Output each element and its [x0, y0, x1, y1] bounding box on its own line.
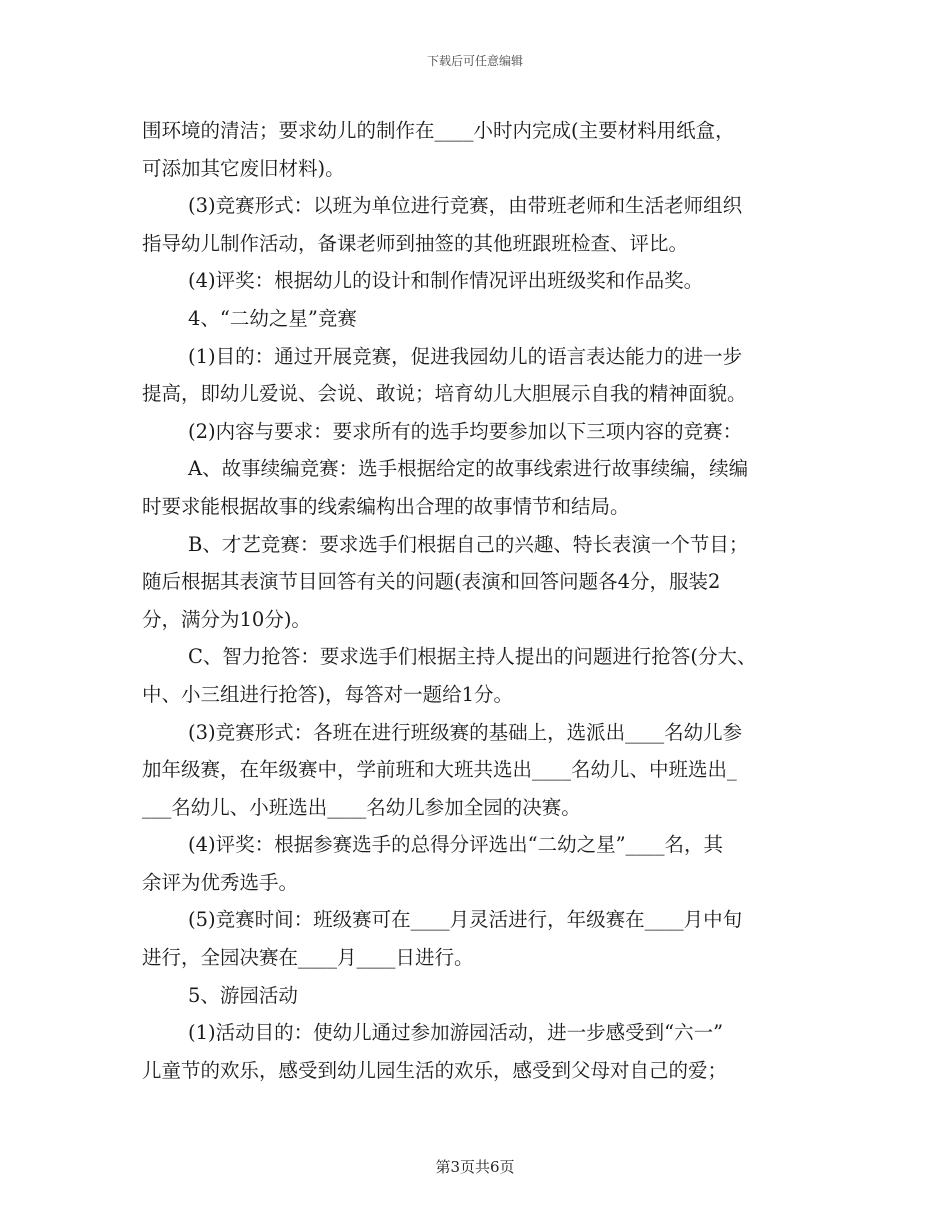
- text-line: 进行，全园决赛在____月____日进行。: [142, 946, 474, 970]
- text-line: 中、小三组进行抢答)，每答对一题给1分。: [142, 682, 514, 706]
- section-heading: 5、游园活动: [188, 983, 298, 1007]
- text-line: 分，满分为10分)。: [142, 607, 311, 631]
- text-line: (5)竞赛时间：班级赛可在____月灵活进行，年级赛在____月中旬: [188, 908, 743, 932]
- text-line: A、故事续编竞赛：选手根据给定的故事线索进行故事续编，续编: [188, 457, 749, 481]
- text-line: C、智力抢答：要求选手们根据主持人提出的问题进行抢答(分大、: [188, 645, 757, 669]
- text-line: (2)内容与要求：要求所有的选手均要参加以下三项内容的竞赛：: [188, 419, 743, 443]
- text-line: (4)评奖：根据参赛选手的总得分评选出“二幼之星”____名，其: [188, 833, 724, 857]
- text-line: 可添加其它废旧材料)。: [142, 156, 345, 180]
- text-line: (3)竞赛形式：各班在进行班级赛的基础上，选派出____名幼儿参: [188, 720, 743, 744]
- section-heading: 4、“二幼之星”竞赛: [188, 306, 357, 330]
- text-line: 儿童节的欢乐，感受到幼儿园生活的欢乐，感受到父母对自己的爱；: [142, 1058, 728, 1082]
- text-line: 提高，即幼儿爱说、会说、敢说；培育幼儿大胆展示自我的精神面貌。: [142, 382, 747, 406]
- text-line: 加年级赛，在年级赛中，学前班和大班共选出____名幼儿、中班选出_: [142, 758, 737, 782]
- text-line: ___名幼儿、小班选出____名幼儿参加全园的决赛。: [142, 795, 581, 819]
- text-line: 时要求能根据故事的线索编构出合理的故事情节和结局。: [142, 494, 630, 518]
- page-number: 第3页共6页: [435, 1158, 515, 1176]
- page-header: 下载后可任意编辑: [426, 54, 523, 68]
- text-line: 随后根据其表演节目回答有关的问题(表演和回答问题各4分，服装2: [142, 570, 721, 594]
- text-line: (1)目的：通过开展竞赛，促进我园幼儿的语言表达能力的进一步: [188, 344, 743, 368]
- text-line: (1)活动目的：使幼儿通过参加游园活动，进一步感受到“六一”: [188, 1021, 724, 1045]
- text-line: (3)竞赛形式：以班为单位进行竞赛，由带班老师和生活老师组织: [188, 194, 743, 218]
- document-body: [142, 112, 810, 1089]
- text-line: 围环境的清洁；要求幼儿的制作在____小时内完成(主要材料用纸盒，: [142, 119, 735, 142]
- text-line: 余评为优秀选手。: [142, 870, 299, 894]
- text-line: (4)评奖：根据幼儿的设计和制作情况评出班级奖和作品奖。: [188, 269, 704, 293]
- text-line: B、才艺竞赛：要求选手们根据自己的兴趣、特长表演一个节目；: [188, 532, 749, 556]
- text-line: 指导幼儿制作活动，备课老师到抽签的其他班跟班检查、评比。: [142, 231, 689, 255]
